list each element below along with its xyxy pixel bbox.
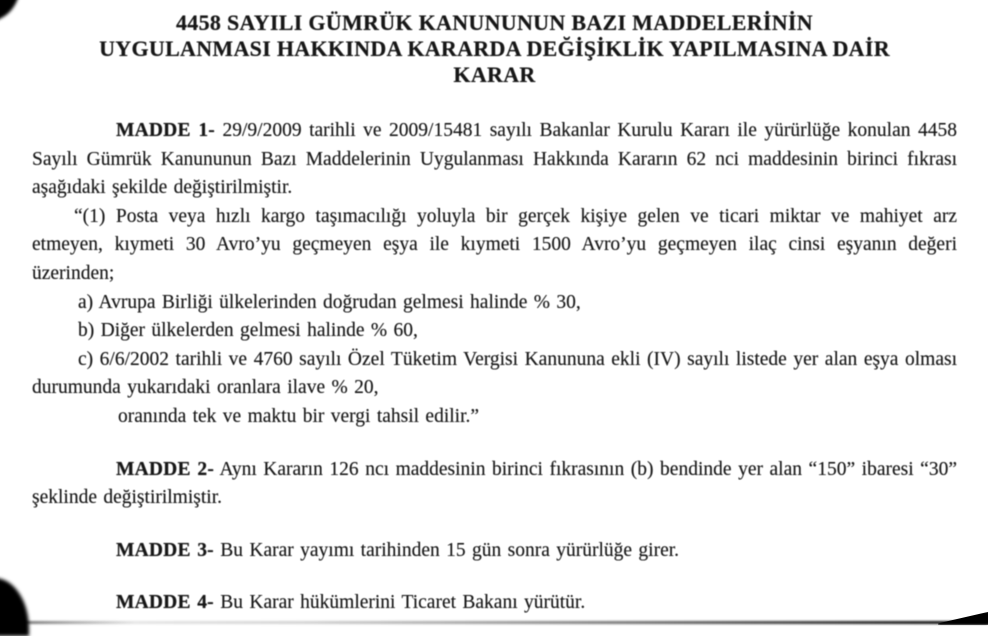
quoted-clause-item-b: b) Diğer ülkelerden gelmesi halinde % 60, [78, 320, 418, 342]
document-body [32, 0, 957, 618]
decree-title-line-3: KARAR [453, 62, 536, 87]
article-4-paragraph [32, 589, 957, 618]
decree-title [32, 0, 957, 88]
decree-title-line-2: UYGULANMASI HAKKINDA KARARDA DEĞİŞİKLİK YAPILMASINA DAİR [99, 36, 890, 61]
article-2-text: Aynı Kararın 126 ncı maddesinin birinci fıkrasının (b) bendinde yer alan “150” ibaresi “30” şeklinde değiştirilmiştir. [32, 458, 957, 509]
article-4-label: MADDE 4- [116, 592, 214, 614]
article-4-text: Bu Karar hükümlerini Ticaret Bakanı yürütür. [213, 592, 586, 614]
article-3-label: MADDE 3- [116, 539, 214, 561]
article-1-paragraph [32, 117, 957, 203]
quoted-clause-item-c: c) 6/6/2002 tarihli ve 4760 sayılı Özel Tüketim Vergisi Kanununa ekli (IV) sayılı listede yer alan eşya olması durumunda yukarıdaki oranlara ilave % 20, [32, 348, 957, 399]
article-2-paragraph [32, 456, 957, 513]
article-1-label: MADDE 1- [116, 120, 215, 141]
article-3-text: Bu Karar yayımı tarihinden 15 gün sonra yürürlüğe girer. [213, 539, 680, 561]
article-2-label: MADDE 2- [116, 458, 215, 480]
article-1-text: 29/9/2009 tarihli ve 2009/15481 sayılı Bakanlar Kurulu Kararı ile yürürlüğe konulan 4458 Sayılı Gümrük Kanununun Bazı Maddelerinin Uygulanması Hakkında Kararın 62 nci maddesinin birinci fıkrası aşağıdaki şekilde değiştirilmiştir. [32, 120, 957, 199]
quoted-clause-item-a: a) Avrupa Birliği ülkelerinden doğrudan gelmesi halinde % 30, [78, 291, 581, 313]
quoted-clause-closing: oranında tek ve maktu bir vergi tahsil edilir.” [118, 405, 480, 427]
decree-title-line-1: 4458 SAYILI GÜMRÜK KANUNUNUN BAZI MADDELERİNİN [176, 10, 813, 35]
quoted-clause-intro: “(1) Posta veya hızlı kargo taşımacılığı yoluyla bir gerçek kişiye gelen ve ticari miktar ve mahiyet arz etmeyen, kıymeti 30 Avro’yu geçmeyen eşya ile kıymeti 1500 Avro’yu geçmeyen ilaç cinsi eşyanın değeri üzerinden; [32, 205, 957, 284]
article-3-paragraph [32, 537, 957, 566]
